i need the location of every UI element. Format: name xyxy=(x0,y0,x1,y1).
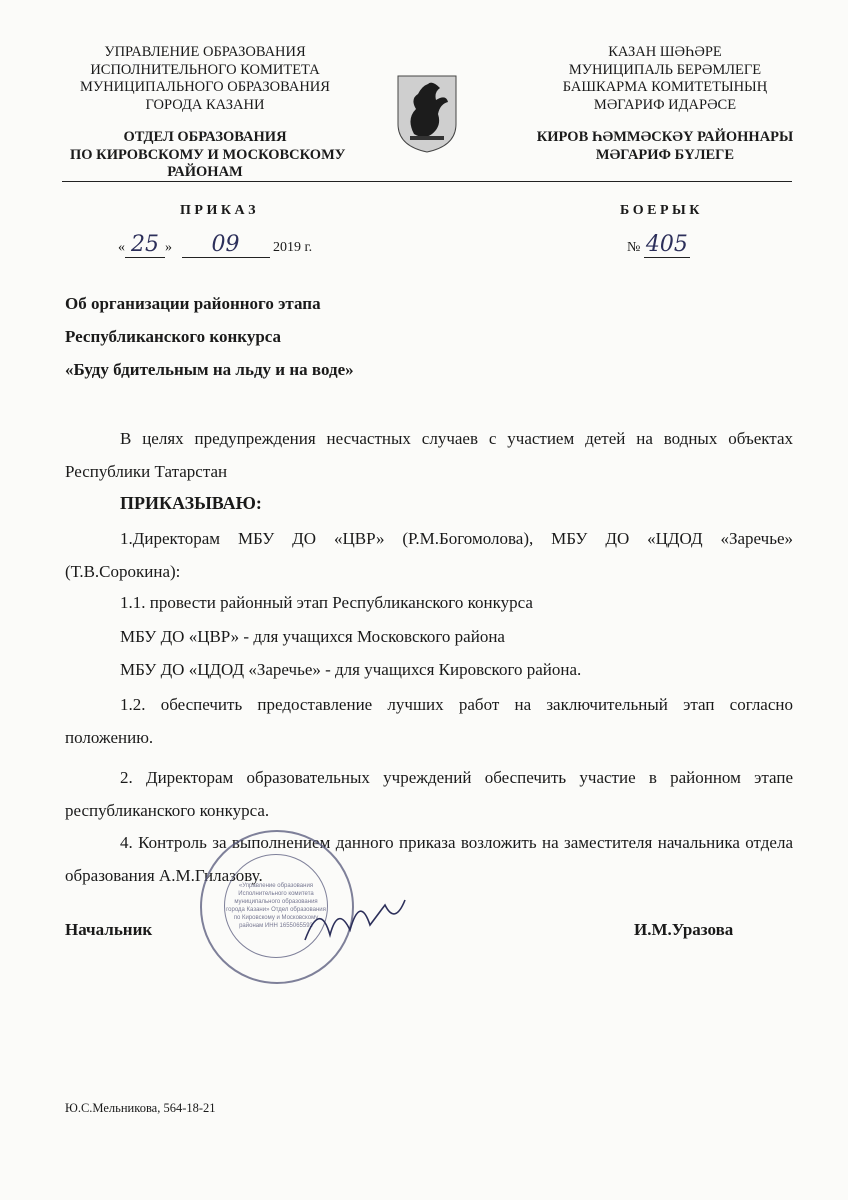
dept-line: ОТДЕЛ ОБРАЗОВАНИЯ xyxy=(123,129,287,145)
title-line: Об организации районного этапа xyxy=(65,294,321,313)
stamp-text: «Управление образования Исполнительного комитета муниципального образования города Казани» Отдел образования по Кировскому и Московскому районам ИНН 1655065593 xyxy=(224,854,328,958)
header-line: ГОРОДА КАЗАНИ xyxy=(145,96,265,113)
header-right xyxy=(530,44,800,164)
intro-paragraph: В целях предупреждения несчастных случаев с участием детей на водных объектах Республики Татарстан xyxy=(65,429,793,481)
footer-contact: Ю.С.Мельникова, 564-18-21 xyxy=(65,1101,216,1115)
header-line: БАШКАРМА КОМИТЕТЫНЫҢ xyxy=(562,79,768,95)
header-line: МУНИЦИПАЛЬНОГО ОБРАЗОВАНИЯ xyxy=(80,79,330,95)
order-heading: ПРИКАЗЫВАЮ: xyxy=(120,493,262,513)
paragraph-1-2: 1.2. обеспечить предоставление лучших работ на заключительный этап согласно положению. xyxy=(65,695,793,747)
header-line: МӘГАРИФ ИДАРӘСЕ xyxy=(593,96,737,113)
paragraph-4: 4. Контроль за выполнением данного приказа возложить на заместителя начальника отдела образования А.М.Гилазову. xyxy=(65,833,793,885)
title-line: Республиканского конкурса xyxy=(65,327,282,346)
date-year: 2019 г. xyxy=(273,240,313,255)
title-line: «Буду бдительным на льду и на воде» xyxy=(65,360,354,379)
number-value: 405 xyxy=(645,232,688,257)
signatory-position: Начальник xyxy=(65,920,153,939)
header-line: КАЗАН ШӘҺӘРЕ xyxy=(608,44,722,60)
number-prefix: № xyxy=(627,240,641,255)
doc-type-tt: Б О Е Р Ы К xyxy=(620,203,700,218)
signatory-name: И.М.Уразова xyxy=(634,920,734,939)
header-line: МУНИЦИПАЛЬ БЕРӘМЛЕГЕ xyxy=(568,61,762,78)
dept-line: КИРОВ ҺӘММӘСКӘҮ РАЙОННАРЫ xyxy=(536,129,794,145)
date-day: 25 xyxy=(125,232,165,258)
dept-line: ПО КИРОВСКОМУ И МОСКОВСКОМУ xyxy=(70,146,346,163)
coat-of-arms-icon xyxy=(396,74,458,154)
dept-line: РАЙОНАМ xyxy=(167,164,243,180)
paragraph-1-1: 1.1. провести районный этап Республиканского конкурса xyxy=(120,593,533,612)
paragraph-1-1a: МБУ ДО «ЦВР» - для учащихся Московского района xyxy=(120,627,505,646)
header-line: ИСПОЛНИТЕЛЬНОГО КОМИТЕТА xyxy=(90,61,320,78)
header-left xyxy=(70,44,346,182)
doc-type-ru: П Р И К А З xyxy=(180,203,256,218)
header-divider xyxy=(62,181,792,182)
paragraph-1-1b: МБУ ДО «ЦДОД «Заречье» - для учащихся Кировского района. xyxy=(120,660,582,679)
paragraph-1: 1.Директорам МБУ ДО «ЦВР» (Р.М.Богомолова), МБУ ДО «ЦДОД «Заречье» (Т.В.Сорокина): xyxy=(65,529,793,581)
date: « 25 » 09 2019 г. xyxy=(118,232,313,257)
paragraph-2: 2. Директорам образовательных учреждений обеспечить участие в районном этапе республиканского конкурса. xyxy=(65,768,793,820)
dept-line: МӘГАРИФ БҮЛЕГЕ xyxy=(595,146,735,163)
signature-mark xyxy=(300,895,410,955)
doc-number xyxy=(627,232,690,258)
date-month: 09 xyxy=(182,232,270,258)
header-line: УПРАВЛЕНИЕ ОБРАЗОВАНИЯ xyxy=(104,44,306,60)
